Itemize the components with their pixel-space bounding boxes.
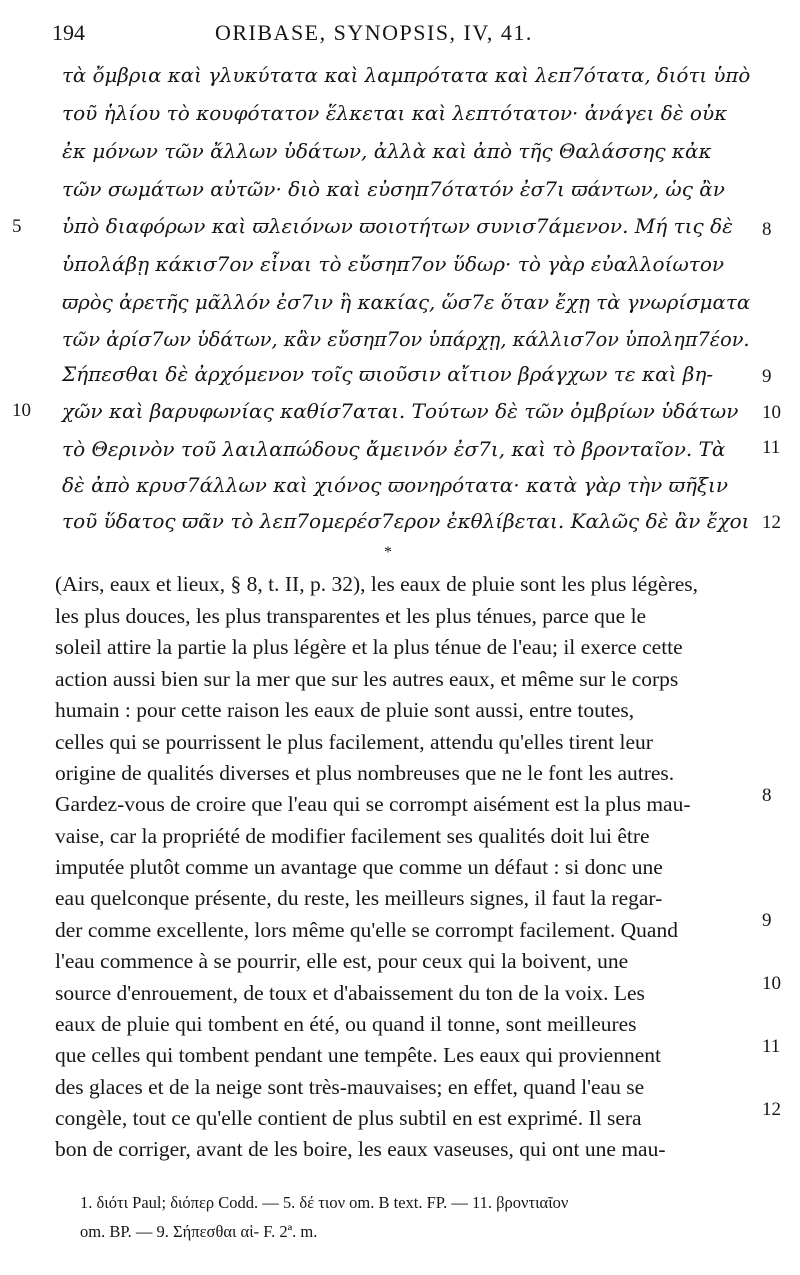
line-number-margin: 5	[12, 216, 22, 237]
footnote-line: 1. διότι Paul; διόπερ Codd. — 5. δέ τιον om. B text. FP. — 11. βροντιαῖον	[80, 1193, 569, 1212]
french-line: (Airs, eaux et lieux, § 8, t. II, p. 32), les eaux de pluie sont les plus légères,	[55, 572, 699, 596]
french-line: les plus douces, les plus transparentes et les plus ténues, parce que le	[55, 604, 647, 628]
greek-line: τῶν σωμάτων αὐτῶν· διὸ καὶ εὐσηπ7ότατόν ἐσ7ι ϖάντων, ὡς ἂν	[62, 177, 725, 201]
french-line: der comme excellente, lors même qu'elle se corrompt facilement. Quand	[55, 918, 678, 942]
french-line: source d'enrouement, de toux et d'abaissement du ton de la voix. Les	[55, 981, 645, 1005]
french-line: eau quelconque présente, du reste, les meilleurs signes, il faut la regar-	[55, 886, 663, 910]
french-line: imputée plutôt comme un avantage que comme un défaut : si donc une	[55, 855, 663, 879]
section-number-margin: 12	[762, 1099, 781, 1120]
french-line: vaise, car la propriété de modifier facilement ses qualités doit lui être	[55, 824, 650, 848]
section-number-margin: 9	[762, 910, 772, 931]
french-line: action aussi bien sur la mer que sur les autres eaux, et même sur le corps	[55, 667, 679, 691]
french-line: origine de qualités diverses et plus nombreuses que ne le font les autres.	[55, 761, 675, 785]
french-line: soleil attire la partie la plus légère et la plus ténue de l'eau; il exerce cette	[55, 635, 683, 659]
greek-line: ὑπὸ διαφόρων καὶ ϖλειόνων ϖοιοτήτων συνισ7άμενον. Μή τις δὲ	[62, 214, 733, 238]
page-number: 194	[52, 20, 85, 45]
section-number-margin: 9	[762, 366, 772, 387]
section-number-margin: 10	[762, 973, 781, 994]
greek-line: χῶν καὶ βαρυφωνίας καθίσ7αται. Τούτων δὲ τῶν ὀμβρίων ὑδάτων	[62, 399, 739, 423]
greek-line: δὲ ἀπὸ κρυσ7άλλων καὶ χιόνος ϖονηρότατα· κατὰ γὰρ τὴν ϖῆξιν	[62, 473, 728, 497]
greek-line: τὸ Θερινὸν τοῦ λαιλαπώδους ἄμεινόν ἐσ7ι, καὶ τὸ βρονταῖον. Τὰ	[62, 437, 726, 461]
section-number-margin: 12	[762, 512, 781, 533]
greek-line: ὑπολάβῃ κάκισ7ον εἶναι τὸ εὔσηπ7ον ὕδωρ· τὸ γὰρ εὐαλλοίωτον	[62, 252, 725, 276]
french-line: que celles qui tombent pendant une tempête. Les eaux qui proviennent	[55, 1043, 661, 1067]
line-number-margin: 10	[12, 400, 31, 421]
french-line: des glaces et de la neige sont très-mauvaises; en effet, quand l'eau se	[55, 1075, 645, 1099]
greek-line: τοῦ ὕδατος ϖᾶν τὸ λεπ7ομερέσ7ερον ἐκθλίβεται. Καλῶς δὲ ἂν ἔχοι	[62, 509, 750, 533]
footnote-line: om. BP. — 9. Σήπεσθαι αἱ- F. 2ª. m.	[80, 1222, 318, 1241]
french-line: bon de corriger, avant de les boire, les eaux vaseuses, qui ont une mau-	[55, 1137, 666, 1161]
running-head	[0, 20, 800, 50]
section-number-margin: 8	[762, 219, 772, 240]
running-title: ORIBASE, SYNOPSIS, IV, 41.	[215, 20, 533, 45]
section-number-margin: 10	[762, 402, 781, 423]
greek-line: ἐκ μόνων τῶν ἄλλων ὑδάτων, ἀλλὰ καὶ ἀπὸ τῆς Θαλάσσης κἀκ	[62, 139, 712, 163]
greek-line: τοῦ ἡλίου τὸ κουφότατον ἕλκεται καὶ λεπτότατον· ἀνάγει δὲ οὐκ	[62, 101, 728, 125]
greek-line: ϖρὸς ἀρετῆς μᾶλλόν ἐσ7ιν ἢ κακίας, ὥσ7ε ὅταν ἔχῃ τὰ γνωρίσματα	[62, 290, 751, 314]
section-number-margin: 8	[762, 785, 772, 806]
french-line: humain : pour cette raison les eaux de pluie sont aussi, entre toutes,	[55, 698, 635, 722]
greek-line: τὰ ὄμβρια καὶ γλυκύτατα καὶ λαμπρότατα καὶ λεπ7ότατα, διότι ὑπὸ	[62, 63, 751, 87]
greek-line: τῶν ἀρίσ7ων ὑδάτων, κἂν εὔσηπ7ον ὑπάρχῃ, κάλλισ7ον ὑποληπ7έον.	[62, 327, 750, 351]
section-number-margin: 11	[762, 1036, 781, 1057]
french-line: eaux de pluie qui tombent en été, ou quand il tonne, sont meilleures	[55, 1012, 637, 1036]
greek-line: Σήπεσθαι δὲ ἀρχόμενον τοῖς ϖιοῦσιν αἴτιον βράγχων τε καὶ βη-	[62, 362, 714, 386]
french-line: Gardez-vous de croire que l'eau qui se corrompt aisément est la plus mau-	[55, 792, 691, 816]
french-line: celles qui se pourrissent le plus facilement, attendu qu'elles tirent leur	[55, 730, 653, 754]
section-number-margin: 11	[762, 437, 781, 458]
separator-asterisk: *	[384, 544, 392, 561]
french-line: congèle, tout ce qu'elle contient de plus subtil en est exprimé. Il sera	[55, 1106, 642, 1130]
french-line: l'eau commence à se pourrir, elle est, pour ceux qui la boivent, une	[55, 949, 629, 973]
